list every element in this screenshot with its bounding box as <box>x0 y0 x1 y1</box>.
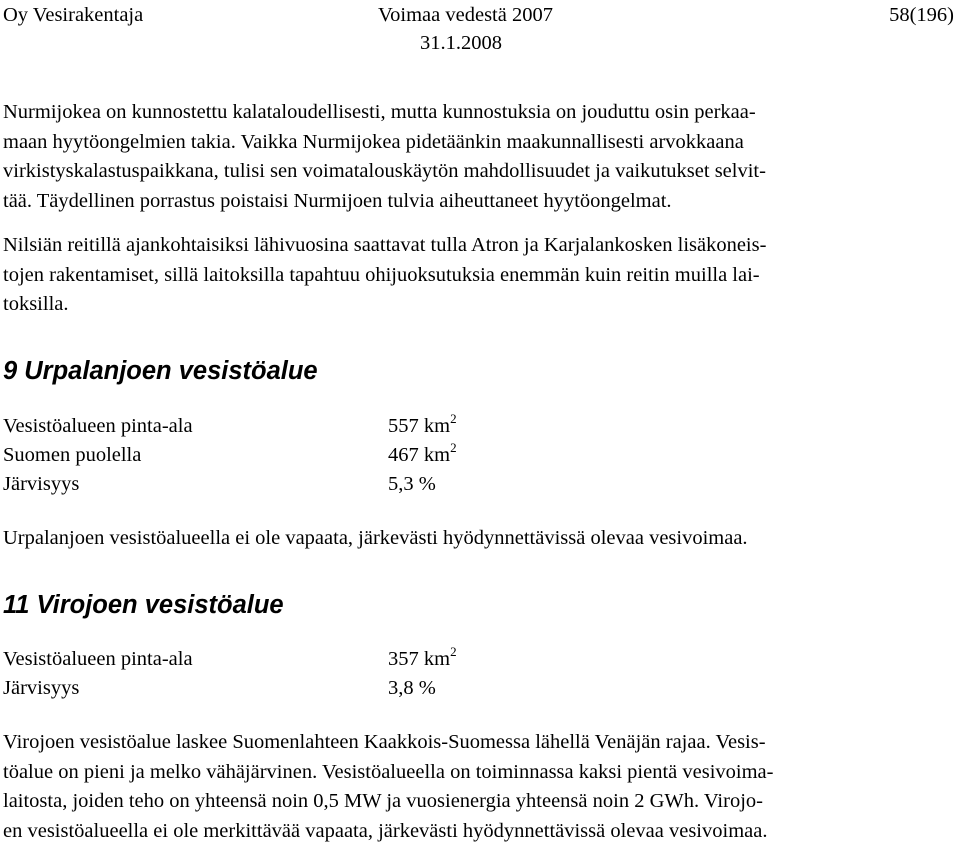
paragraph-virojoki <box>3 728 953 846</box>
paragraph-nurmijoki <box>3 98 953 216</box>
unit-superscript: 2 <box>450 440 457 455</box>
facts-value <box>388 441 457 470</box>
text-line: toksilla. <box>3 290 953 320</box>
facts-value <box>388 645 457 674</box>
facts-value <box>388 412 457 441</box>
text-line: tojen rakentamiset, sillä laitoksilla tapahtuu ohijuoksutuksia enemmän kuin reitin muilla lai- <box>3 261 953 291</box>
section-heading-virojoki: 11 Virojoen vesistöalue <box>3 589 284 621</box>
facts-value-text: 5,3 % <box>388 473 436 495</box>
text-line: en vesistöalueella ei ole merkittävää vapaata, järkevästi hyödynnettävissä olevaa vesivoimaa. <box>3 817 953 846</box>
header-page-number: 58(196) <box>889 1 954 30</box>
text-line: Virojoen vesistöalue laskee Suomenlahteen Kaakkois-Suomessa lähellä Venäjän rajaa. Vesis- <box>3 728 953 758</box>
facts-label: Suomen puolella <box>3 441 141 470</box>
facts-row <box>3 412 703 441</box>
facts-value <box>388 674 436 703</box>
text-line: Nilsiän reitillä ajankohtaisiksi lähivuosina saattavat tulla Atron ja Karjalankosken lisäkoneis- <box>3 231 953 261</box>
facts-table-urpalanjoki <box>3 412 703 499</box>
header-date: 31.1.2008 <box>420 29 502 58</box>
paragraph-urpalanjoki <box>3 524 953 554</box>
facts-value-text: 3,8 % <box>388 677 436 699</box>
facts-row <box>3 674 703 703</box>
text-line: Urpalanjoen vesistöalueella ei ole vapaata, järkevästi hyödynnettävissä olevaa vesivoimaa. <box>3 524 953 554</box>
facts-label: Järvisyys <box>3 674 79 703</box>
text-line: laitosta, joiden teho on yhteensä noin 0,5 MW ja vuosienergia yhteensä noin 2 GWh. Virojo- <box>3 787 953 817</box>
text-line: Nurmijokea on kunnostettu kalataloudellisesti, mutta kunnostuksia on jouduttu osin perkaa- <box>3 98 953 128</box>
facts-value-text: 357 km <box>388 648 450 670</box>
facts-value-text: 557 km <box>388 415 450 437</box>
facts-row <box>3 645 703 674</box>
facts-row <box>3 470 703 499</box>
facts-value <box>388 470 436 499</box>
facts-value-text: 467 km <box>388 444 450 466</box>
text-line: virkistyskalastuspaikkana, tulisi sen voimatalouskäytön mahdollisuudet ja vaikutukset selvit- <box>3 157 953 187</box>
facts-table-virojoki <box>3 645 703 703</box>
facts-row <box>3 441 703 470</box>
page-header <box>0 0 960 62</box>
text-line: tää. Täydellinen porrastus poistaisi Nurmijoen tulvia aiheuttaneet hyytöongelmat. <box>3 187 953 217</box>
unit-superscript: 2 <box>450 411 457 426</box>
header-report-title: Voimaa vedestä 2007 <box>378 1 553 30</box>
header-company: Oy Vesirakentaja <box>3 1 143 30</box>
text-line: töalue on pieni ja melko vähäjärvinen. Vesistöalueella on toiminnassa kaksi pientä vesivoima- <box>3 758 953 788</box>
facts-label: Vesistöalueen pinta-ala <box>3 412 193 441</box>
facts-label: Vesistöalueen pinta-ala <box>3 645 193 674</box>
unit-superscript: 2 <box>450 644 457 659</box>
paragraph-nilsia <box>3 231 953 320</box>
facts-label: Järvisyys <box>3 470 79 499</box>
text-line: maan hyytöongelmien takia. Vaikka Nurmijokea pidetäänkin maakunnallisesti arvokkaana <box>3 128 953 158</box>
section-heading-urpalanjoki: 9 Urpalanjoen vesistöalue <box>3 355 318 387</box>
